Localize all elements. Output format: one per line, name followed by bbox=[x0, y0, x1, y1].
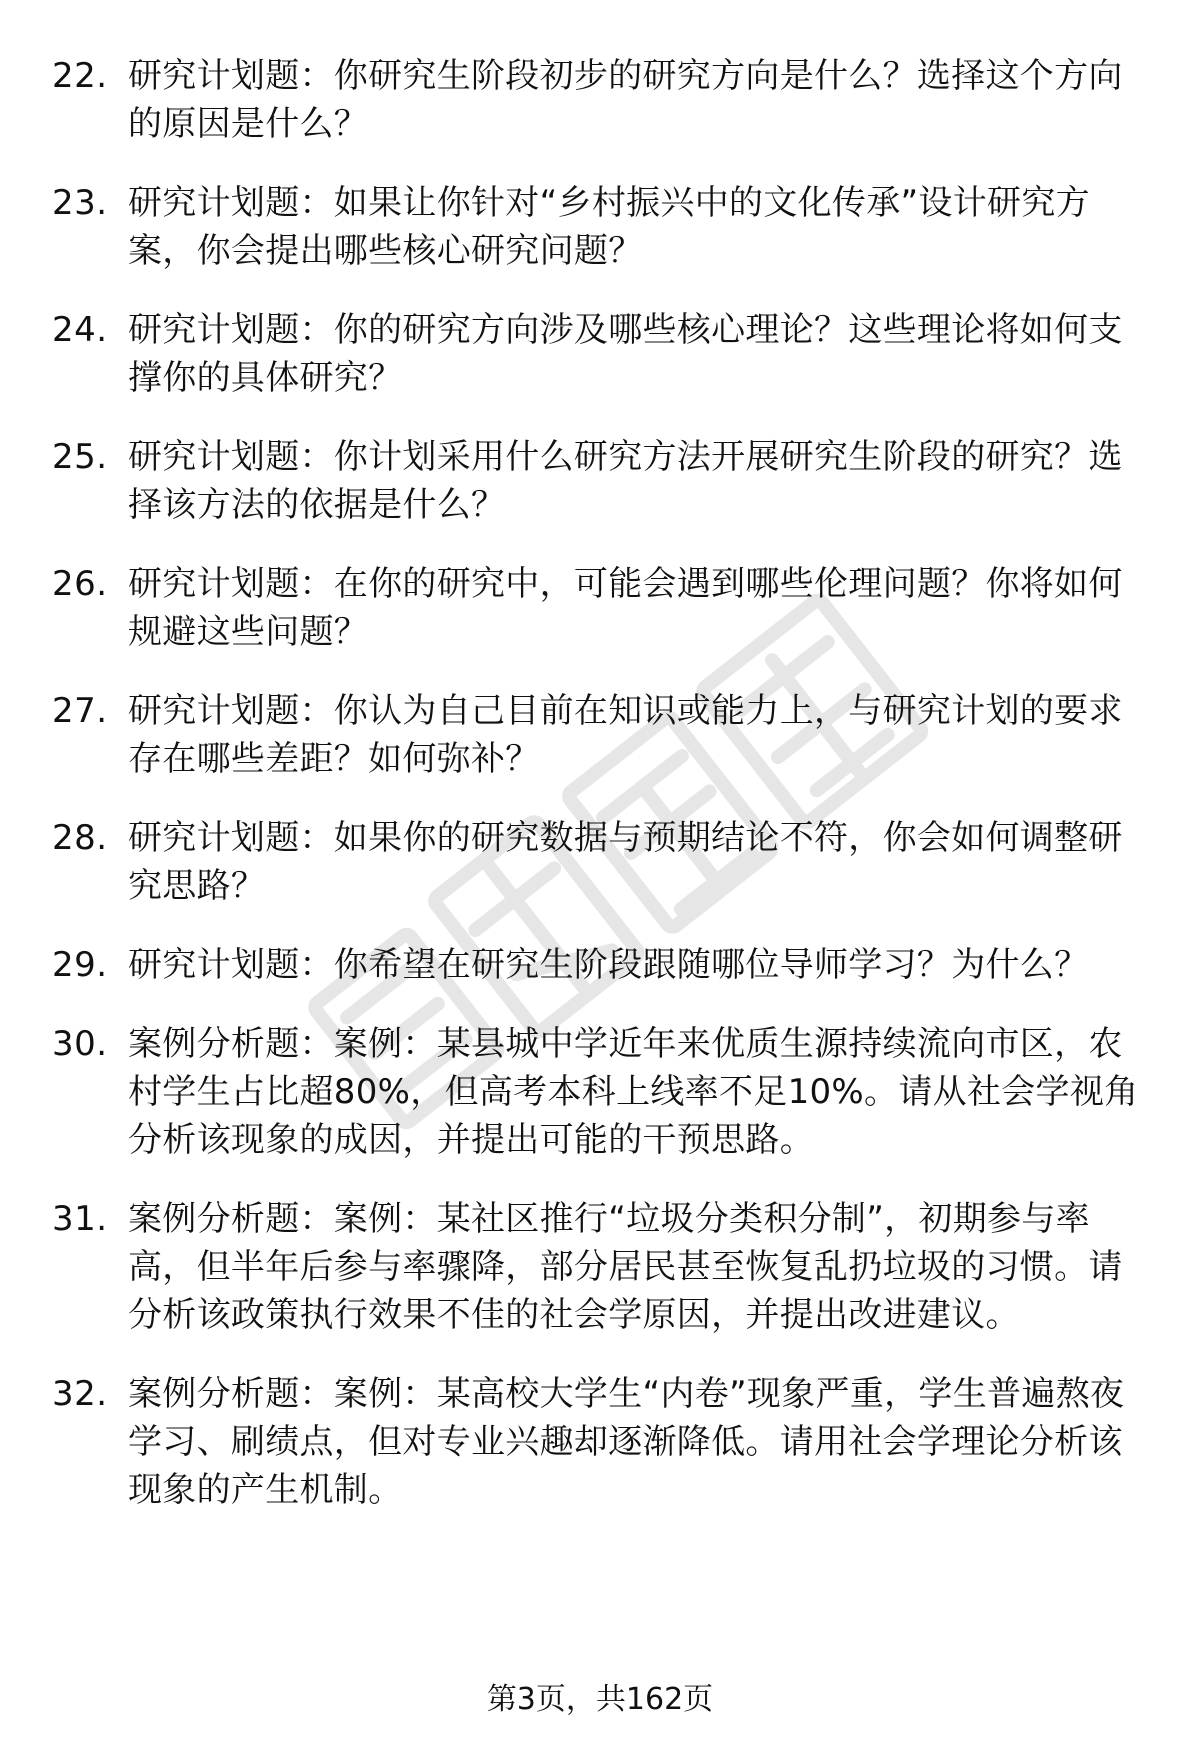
question-text: 研究计划题：如果让你针对“乡村振兴中的文化传承”设计研究方案，你会提出哪些核心研究问题？ bbox=[128, 183, 1090, 271]
question-number: 29. bbox=[52, 945, 108, 985]
question-text: 研究计划题：你认为自己目前在知识或能力上，与研究计划的要求存在哪些差距？如何弥补？ bbox=[128, 691, 1123, 779]
question-text: 研究计划题：你计划采用什么研究方法开展研究生阶段的研究？选择该方法的依据是什么？ bbox=[128, 437, 1123, 525]
question-item bbox=[52, 52, 1147, 148]
question-number: 25. bbox=[52, 437, 108, 477]
question-text: 研究计划题：你研究生阶段初步的研究方向是什么？选择这个方向的原因是什么？ bbox=[128, 56, 1123, 144]
question-number: 26. bbox=[52, 564, 108, 604]
question-text: 研究计划题：在你的研究中，可能会遇到哪些伦理问题？你将如何规避这些问题？ bbox=[128, 564, 1123, 652]
question-item bbox=[52, 1195, 1147, 1339]
question-item bbox=[52, 433, 1147, 529]
question-text: 研究计划题：如果你的研究数据与预期结论不符，你会如何调整研究思路？ bbox=[128, 818, 1123, 906]
question-item bbox=[52, 941, 1147, 989]
question-text: 研究计划题：你的研究方向涉及哪些核心理论？这些理论将如何支撑你的具体研究？ bbox=[128, 310, 1123, 398]
question-number: 28. bbox=[52, 818, 108, 858]
question-text: 案例分析题：案例：某县城中学近年来优质生源持续流向市区，农村学生占比超80%，但高考本科上线率不足10%。请从社会学视角分析该现象的成因，并提出可能的干预思路。 bbox=[128, 1024, 1139, 1160]
question-item bbox=[52, 814, 1147, 910]
question-item bbox=[52, 560, 1147, 656]
question-number: 24. bbox=[52, 310, 108, 350]
question-item bbox=[52, 306, 1147, 402]
question-text: 案例分析题：案例：某社区推行“垃圾分类积分制”，初期参与率高，但半年后参与率骤降，部分居民甚至恢复乱扔垃圾的习惯。请分析该政策执行效果不佳的社会学原因，并提出改进建议。 bbox=[128, 1199, 1123, 1335]
question-number: 32. bbox=[52, 1374, 108, 1414]
question-item bbox=[52, 1370, 1147, 1514]
page-footer: 第3页，共162页 bbox=[486, 1682, 714, 1717]
question-number: 22. bbox=[52, 56, 108, 96]
question-item bbox=[52, 687, 1147, 783]
question-number: 31. bbox=[52, 1199, 108, 1239]
question-text: 案例分析题：案例：某高校大学生“内卷”现象严重，学生普遍熬夜学习、刷绩点，但对专业兴趣却逐渐降低。请用社会学理论分析该现象的产生机制。 bbox=[128, 1374, 1125, 1510]
question-text: 研究计划题：你希望在研究生阶段跟随哪位导师学习？为什么？ bbox=[128, 945, 1089, 985]
question-item bbox=[52, 1020, 1147, 1164]
question-item bbox=[52, 179, 1147, 275]
question-number: 23. bbox=[52, 183, 108, 223]
question-number: 30. bbox=[52, 1024, 108, 1064]
question-number: 27. bbox=[52, 691, 108, 731]
question-list bbox=[52, 52, 1147, 1545]
